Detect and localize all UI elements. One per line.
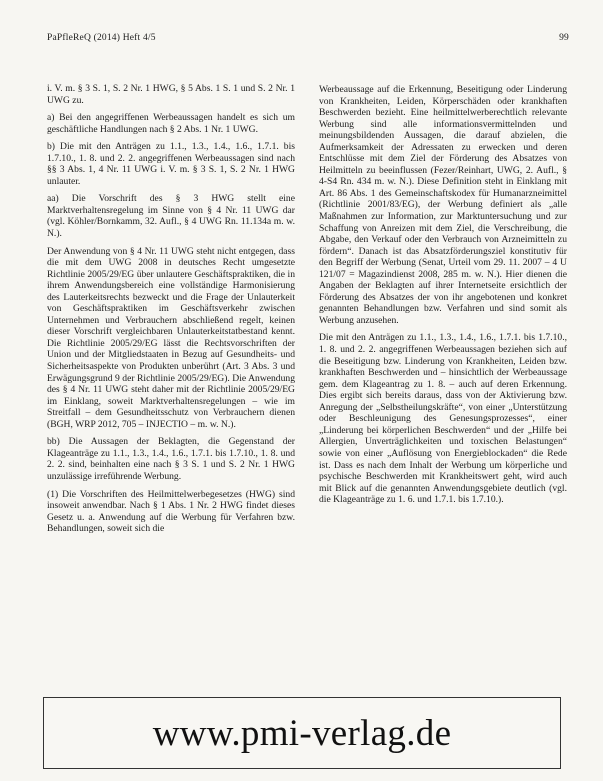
left-column bbox=[47, 83, 295, 541]
paragraph: i. V. m. § 3 S. 1, S. 2 Nr. 1 HWG, § 5 Abs. 1 S. 1 und S. 2 Nr. 1 UWG zu. bbox=[47, 83, 295, 106]
right-column bbox=[319, 84, 567, 512]
paragraph: a) Bei den angegriffenen Werbeaussagen handelt es sich um geschäftliche Handlungen nach § 2 Abs. 1 Nr. 1 UWG. bbox=[47, 112, 295, 135]
paragraph: b) Die mit den Anträgen zu 1.1., 1.3., 1.4., 1.6., 1.7.1. bis 1.7.10., 1. 8. und 2. 2. angegriffenen Werbeaussagen sind nach §§ 3 Abs. 1, 4 Nr. 11 UWG i. V. m. § 3 S. 1, S. 2 Nr. 1 HWG unlauter. bbox=[47, 141, 295, 187]
paragraph: aa) Die Vorschrift des § 3 HWG stellt eine Marktverhaltensregelung im Sinne von § 4 Nr. 11 UWG dar (vgl. Köhler/Bornkamm, 32. Aufl., § 4 UWG Rn. 11.134a m. w. N.). bbox=[47, 193, 295, 240]
paragraph: Werbeaussage auf die Erkennung, Beseitigung oder Linderung von Krankheiten, Leiden, Körperschäden oder krankhaften Beschwerden bezieht. Eine heilmittelwerberechtlich relevante Werbung sind alle informationsvermittelnden und meinungsbildenden Aussagen, die darauf abzielen, die Aufmerksamkeit der Adressaten zu erwecken und deren Entschlüsse mit dem Ziel der Förderung des Absatzes von Heilmitteln zu beeinflussen (Fezer/Reinhart, UWG, 2. Aufl., § 4-S4 Rn. 434 m. w. N.). Diese Definition steht in Einklang mit Art. 86 Abs. 1 des Gemeinschaftskodex für Humanarzneimittel (Richtlinie 2001/83/EG), der Werbung definiert als „alle Maßnahmen zur Information, zur Marktuntersuchung und zur Schaffung von Anreizen mit dem Ziel, die Verschreibung, die Abgabe, den Verkauf oder den Verbrauch von Arzneimitteln zu fördern“. Danach ist das Absatzförderungsziel konstitutiv für den Begriff der Werbung (Senat, Urteil vom 29. 11. 2007 – 4 U 121/07 = Magazindienst 2008, 285 m. w. N.). Hier dienen die Angaben der Beklagten auf ihrer Internetseite ersichtlich der Förderung des Absatzes der von ihr angebotenen und konkret genannten Behandlungen bzw. Verfahren und sind somit als Werbung anzusehen. bbox=[319, 84, 567, 326]
page-number: 99 bbox=[559, 33, 569, 43]
advertisement-url: www.pmi-verlag.de bbox=[152, 712, 452, 754]
paragraph: (1) Die Vorschriften des Heilmittelwerbegesetzes (HWG) sind insoweit anwendbar. Nach § 1 Abs. 1 Nr. 2 HWG findet dieses Gesetz u. a. Anwendung auf die Werbung für Verfahren bzw. Behandlungen, soweit sich die bbox=[47, 488, 295, 535]
advertisement-box bbox=[43, 697, 561, 769]
paragraph: bb) Die Aussagen der Beklagten, die Gegenstand der Klageanträge zu 1.1., 1.3., 1.4., 1.6., 1.7.1. bis 1.7.10., 1. 8. und 2. 2. sind, beinhalten eine nach § 3 S. 1 und S. 2 Nr. 1 HWG unzulässige irreführende Werbung. bbox=[47, 436, 295, 482]
paragraph: Der Anwendung von § 4 Nr. 11 UWG steht nicht entgegen, dass die mit dem UWG 2008 in deutsches Recht umgesetzte Richtlinie 2005/29/EG über unlautere Geschäftspraktiken, die in ihrem Anwendungsbereich eine vollständige Harmonisierung des Lauterkeitsrechts bezweckt und die Frage der Unlauterkeit von Geschäftspraktiken im Geschäftsverkehr zwischen Unternehmen und Verbrauchern abschließend regelt, keinen dieser Vorschrift vergleichbaren Unlauterkeitstatbestand kennt. Die Richtlinie 2005/29/EG lässt die Rechtsvorschriften der Union und der Mitgliedstaaten in Bezug auf Gesundheits- und Sicherheitsaspekte von Produkten unberührt (Art. 3 Abs. 3 und Erwägungsgrund 9 der Richtlinie 2005/29/EG). Die Anwendung des § 4 Nr. 11 UWG steht daher mit der Richtlinie 2005/29/EG im Einklang, soweit Marktverhaltensregelungen – wie im Streitfall – dem Gesundheitsschutz von Verbrauchern dienen (BGH, WRP 2012, 705 – INJECTIO – m. w. N.). bbox=[47, 245, 295, 430]
journal-title: PaPfleReQ (2014) Heft 4/5 bbox=[47, 33, 156, 43]
paragraph: Die mit den Anträgen zu 1.1., 1.3., 1.4., 1.6., 1.7.1. bis 1.7.10., 1. 8. und 2. 2. angegriffenen Werbeaussagen beziehen sich auf die Beseitigung bzw. Linderung von Krankheiten, Leiden bzw. krankhaften Beschwerden und – hinsichtlich der Werbeaussage gem. dem Klageantrag zu 1. 8. – auch auf deren Erkennung. Dies ergibt sich bereits daraus, dass von der Aktivierung bzw. Anregung der „Selbstheilungskräfte“, von einer „Unterstützung oder Beschleunigung des Genesungsprozesses“, einer „Linderung bei körperlichen Beschwerden“ und der „Hilfe bei Allergien, Unverträglichkeiten und toxischen Belastungen“ sowie von einer „Auflösung von Energieblockaden“ die Rede ist. Dass es nach dem Inhalt der Werbung um körperliche und psychische Beschwerden mit Krankheitswert geht, wird auch mit Blick auf die genannten Anwendungsgebiete deutlich (vgl. die Klageanträge zu 1. 6. und 1.7.1. bis 1.7.10.). bbox=[319, 332, 567, 506]
